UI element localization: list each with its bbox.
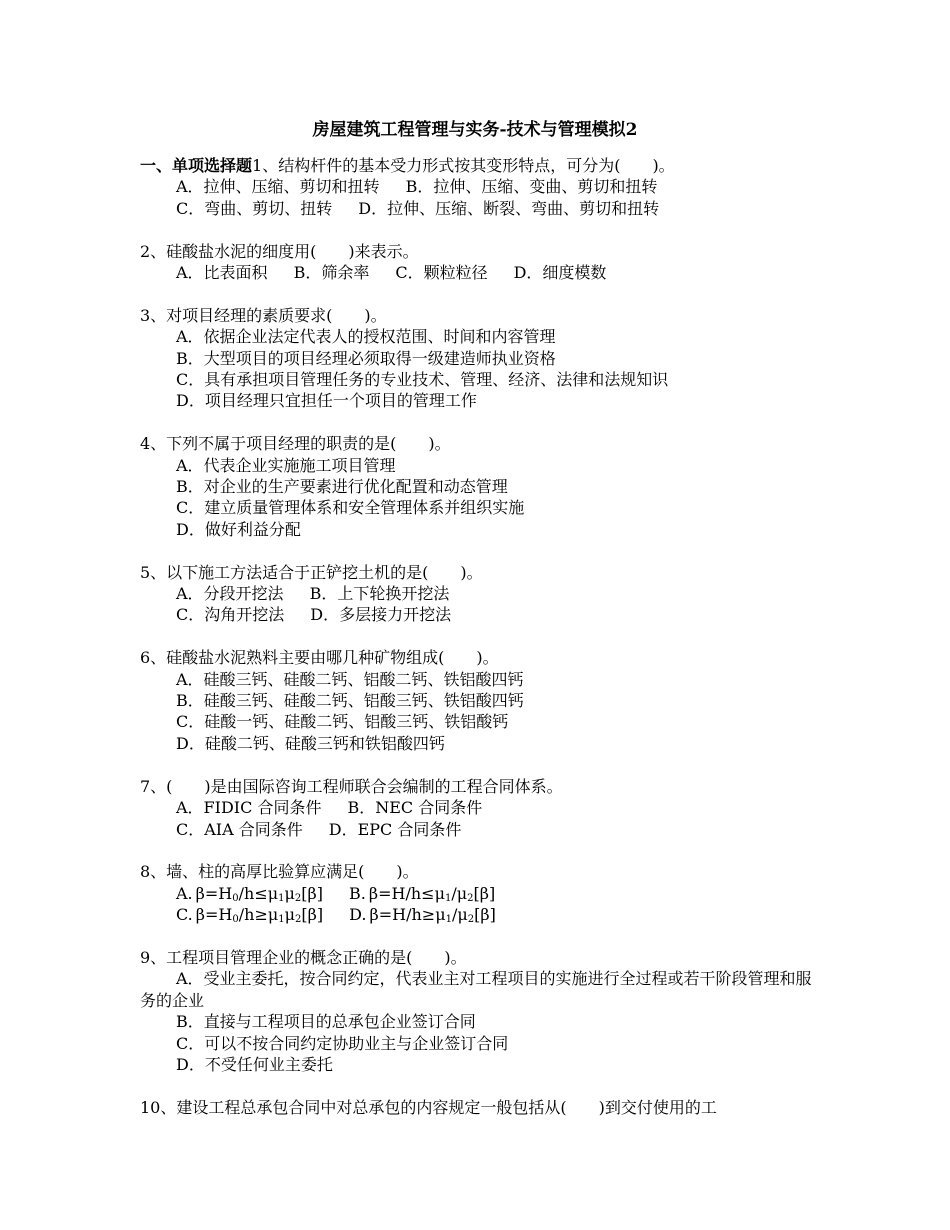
question-4-option-a: A．代表企业实施施工项目管理 — [176, 455, 396, 475]
question-8-option-c-label: C. — [176, 905, 193, 925]
document-title: 房屋建筑工程管理与实务-技术与管理模拟2 — [312, 120, 638, 140]
question-8-options-row-1 — [140, 883, 820, 904]
question-1-options-row-2 — [140, 198, 820, 219]
question-8-option-b — [349, 883, 495, 904]
question-9 — [140, 947, 820, 1075]
question-8 — [140, 861, 820, 925]
question-8-option-c-sub-0: 0 — [232, 914, 239, 926]
question-8-option-a — [176, 883, 323, 904]
question-list — [140, 155, 820, 1140]
question-8-option-d-formula-mid: /μ — [451, 905, 468, 925]
question-7-option-b: B．NEC 合同条件 — [347, 798, 483, 818]
question-8-option-c — [176, 904, 323, 925]
question-8-option-d-label: D. — [349, 905, 367, 925]
question-4-option-b: B．对企业的生产要素进行优化配置和动态管理 — [176, 477, 508, 497]
question-9-stem: 9、工程项目管理企业的概念正确的是( )。 — [140, 947, 467, 967]
question-9-option-b: B．直接与工程项目的总承包企业签订合同 — [176, 1012, 476, 1032]
question-2-options-row — [140, 262, 820, 283]
question-7-options-row-2 — [140, 819, 820, 840]
question-7-option-c: C．AIA 合同条件 — [176, 819, 303, 839]
question-10-stem: 10、建设工程总承包合同中对总承包的内容规定一般包括从( )到交付使用的工 — [140, 1097, 717, 1117]
question-5-options-row-1 — [140, 583, 820, 604]
question-8-option-c-sub-1: 1 — [278, 914, 285, 926]
question-5-option-b: B．上下轮换开挖法 — [309, 584, 450, 604]
question-3-option-d: D．项目经理只宜担任一个项目的管理工作 — [176, 391, 477, 411]
question-5-option-d: D．多层接力开挖法 — [310, 605, 452, 625]
question-6-stem: 6、硅酸盐水泥熟料主要由哪几种矿物组成( )。 — [140, 648, 499, 668]
question-8-option-c-sub-2: 2 — [295, 914, 302, 926]
question-8-option-a-label: A. — [176, 883, 193, 903]
question-6-option-d: D．硅酸二钙、硅酸三钙和铁铝酸四钙 — [176, 733, 445, 753]
question-8-stem: 8、墙、柱的高厚比验算应满足( )。 — [140, 862, 419, 882]
question-2-option-b: B．筛余率 — [293, 263, 370, 283]
question-8-option-a-mu: μ — [284, 883, 295, 903]
question-1-options-row-1 — [140, 176, 820, 197]
question-8-option-b-label: B. — [349, 883, 366, 903]
question-8-option-a-formula-pre: β=H — [195, 883, 233, 903]
question-8-option-c-mu: μ — [284, 905, 296, 925]
question-8-option-d-sub-2: 2 — [467, 914, 475, 926]
question-1-option-d: D．拉伸、压缩、断裂、弯曲、剪切和扭转 — [358, 198, 660, 218]
question-8-option-b-formula-post: [β] — [473, 883, 496, 903]
question-5-stem: 5、以下施工方法适合于正铲挖土机的是( )。 — [140, 562, 483, 582]
question-8-option-d-sub-1: 1 — [445, 914, 452, 926]
question-5 — [140, 562, 820, 626]
question-8-options-row-2 — [140, 904, 820, 925]
question-7 — [140, 776, 820, 840]
question-2-option-a: A．比表面积 — [176, 263, 268, 283]
question-4 — [140, 433, 820, 540]
question-7-stem: 7、( )是由国际咨询工程师联合会编制的工程合同体系。 — [140, 776, 563, 796]
question-5-option-c: C．沟角开挖法 — [176, 605, 285, 625]
question-8-option-b-formula-mid: /μ — [451, 883, 468, 903]
question-3 — [140, 305, 820, 412]
question-2-option-d: D．细度模数 — [513, 263, 607, 283]
question-2-option-c: C．颗粒粒径 — [395, 263, 488, 283]
question-5-options-row-2 — [140, 604, 820, 625]
question-7-options-row-1 — [140, 797, 820, 818]
question-6-option-a: A．硅酸三钙、硅酸二钙、铝酸二钙、铁铝酸四钙 — [176, 669, 524, 689]
question-4-option-d: D．做好利益分配 — [176, 519, 301, 539]
question-1-text: 1、结构杆件的基本受力形式按其变形特点，可分为( )。 — [252, 156, 675, 175]
question-9-option-c: C．可以不按合同约定协助业主与企业签订合同 — [176, 1033, 509, 1053]
question-7-option-a: A．FIDIC 合同条件 — [176, 798, 322, 818]
question-6 — [140, 647, 820, 754]
question-3-option-b: B．大型项目的项目经理必须取得一级建造师执业资格 — [176, 348, 556, 368]
question-5-option-a: A．分段开挖法 — [176, 584, 284, 604]
question-3-option-a: A．依据企业法定代表人的授权范围、时间和内容管理 — [176, 327, 556, 347]
question-1-option-a: A．拉伸、压缩、剪切和扭转 — [176, 177, 380, 197]
question-2 — [140, 241, 820, 284]
question-3-option-c: C．具有承担项目管理任务的专业技术、管理、经济、法律和法规知识 — [176, 370, 669, 390]
question-2-stem: 2、硅酸盐水泥的细度用( )来表示。 — [140, 241, 419, 261]
question-6-option-c: C．硅酸一钙、硅酸二钙、铝酸三钙、铁铝酸钙 — [176, 712, 509, 732]
question-4-stem: 4、下列不属于项目经理的职责的是( )。 — [140, 434, 451, 454]
question-4-option-c: C．建立质量管理体系和安全管理体系并组织实施 — [176, 498, 525, 518]
question-8-option-d — [349, 904, 496, 925]
question-8-option-a-sub-0: 0 — [232, 892, 239, 904]
question-8-option-b-sub-2: 2 — [467, 892, 474, 904]
section-heading: 一、单项选择题 — [140, 156, 253, 175]
question-8-option-b-formula-pre: β=H/h≤μ — [368, 883, 445, 903]
question-8-option-c-formula-mid: /h≥μ — [238, 905, 279, 925]
question-3-stem: 3、对项目经理的素质要求( )。 — [140, 305, 387, 325]
question-1-stem — [140, 155, 820, 176]
question-1-option-b: B．拉伸、压缩、变曲、剪切和扭转 — [405, 177, 658, 197]
question-1-option-c: C．弯曲、剪切、扭转 — [176, 198, 333, 218]
question-8-option-a-formula-post: [β] — [301, 883, 324, 903]
question-8-option-a-sub-1: 1 — [278, 892, 285, 904]
question-8-option-d-formula-post: [β] — [474, 905, 496, 925]
question-7-option-d: D．EPC 合同条件 — [328, 819, 462, 839]
question-9-option-d: D．不受任何业主委托 — [176, 1054, 333, 1074]
question-1 — [140, 155, 820, 219]
question-8-option-c-formula-post: [β] — [301, 905, 324, 925]
question-8-option-a-sub-2: 2 — [294, 892, 302, 904]
question-8-option-a-formula-mid: /h≤μ — [238, 883, 279, 903]
question-9-option-a: A．受业主委托，按合同约定，代表业主对工程项目的实施进行全过程或若干阶段管理和服务的企业 — [140, 969, 812, 1010]
question-8-option-c-formula-pre: β=H — [195, 905, 233, 925]
question-8-option-b-sub-1: 1 — [444, 892, 452, 904]
question-6-option-b: B．硅酸三钙、硅酸二钙、铝酸三钙、铁铝酸四钙 — [176, 691, 524, 711]
question-10 — [140, 1097, 820, 1118]
question-8-option-d-formula-pre: β=H/h≥μ — [369, 905, 446, 925]
